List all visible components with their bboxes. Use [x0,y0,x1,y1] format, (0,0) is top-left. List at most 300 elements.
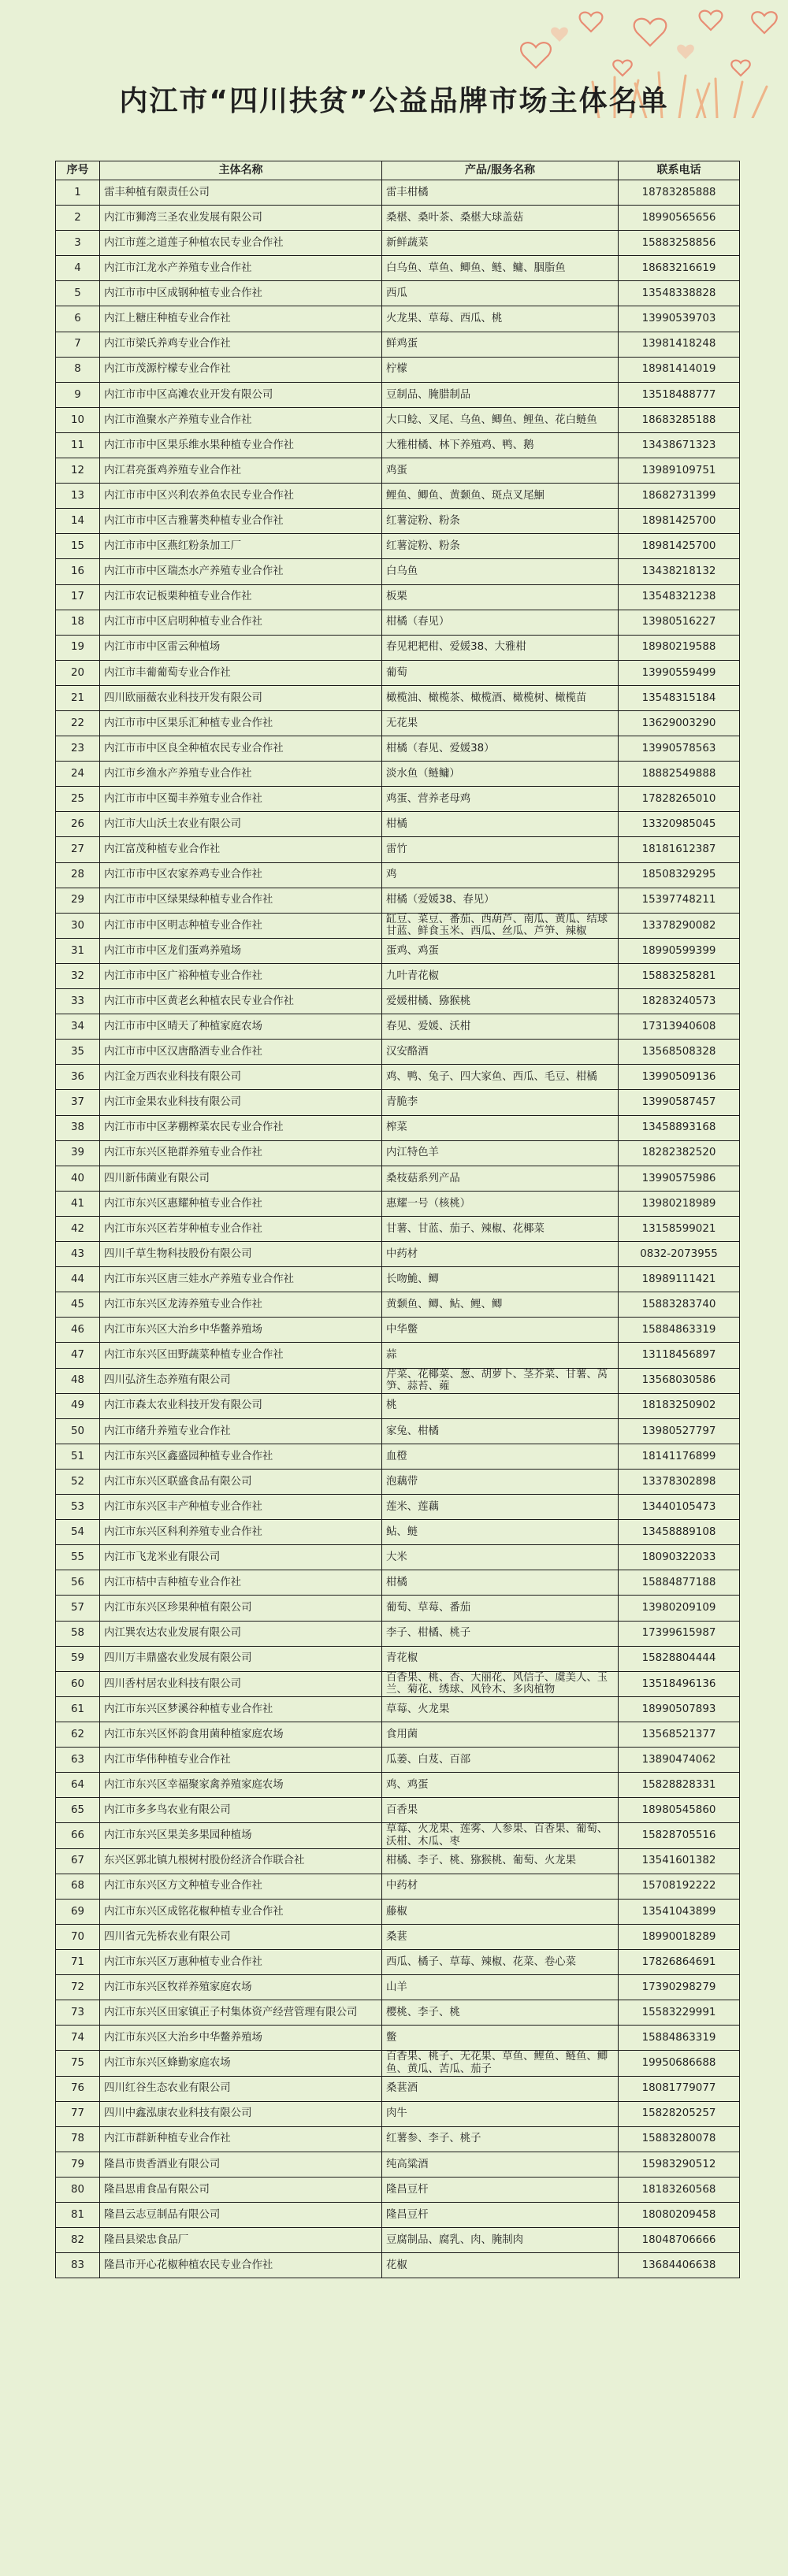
entity-name: 内江市狮湾三圣农业发展有限公司 [100,206,382,231]
table-row [56,1773,740,1798]
entity-name: 内江市东兴区田家镇正子村集体资产经营管理有限公司 [100,2000,382,2026]
contact-phone: 18981414019 [619,357,740,382]
table-row [56,2126,740,2152]
row-index: 10 [56,407,100,432]
table-row [56,281,740,306]
table-row [56,382,740,407]
row-index: 23 [56,736,100,762]
row-index: 82 [56,2228,100,2253]
table-row [56,584,740,610]
entity-name: 内江市东兴区牧祥养殖家庭农场 [100,1975,382,2000]
table-row [56,1343,740,1368]
table-row [56,1874,740,1899]
row-index: 39 [56,1140,100,1166]
table-row [56,458,740,484]
entity-name: 内江市金果农业科技有限公司 [100,1090,382,1115]
row-index: 19 [56,635,100,660]
product-name: 无花果 [382,710,619,736]
table-row [56,484,740,509]
entity-name: 内江富茂种植专业合作社 [100,837,382,862]
entity-name: 内江市多多鸟农业有限公司 [100,1798,382,1823]
contact-phone: 13990575986 [619,1166,740,1191]
row-index: 55 [56,1545,100,1570]
row-index: 79 [56,2152,100,2177]
row-index: 41 [56,1191,100,1216]
entity-name: 四川省元先桥农业有限公司 [100,1924,382,1949]
product-name: 鸡 [382,862,619,888]
product-name: 桑枝菇系列产品 [382,1166,619,1191]
entity-name: 雷丰种植有限责任公司 [100,180,382,206]
contact-phone: 18990018289 [619,1924,740,1949]
contact-phone: 19950686688 [619,2051,740,2076]
table-row [56,1696,740,1722]
product-name: 白乌鱼、草鱼、鲫鱼、鲢、鳙、胭脂鱼 [382,256,619,281]
contact-phone: 18682731399 [619,484,740,509]
entity-name: 四川香村居农业科技有限公司 [100,1671,382,1696]
table-row [56,1166,740,1191]
row-index: 48 [56,1368,100,1393]
row-index: 81 [56,2202,100,2227]
contact-phone: 18141176899 [619,1444,740,1469]
row-index: 28 [56,862,100,888]
product-name: 甘薯、甘蓝、茄子、辣椒、花椰菜 [382,1216,619,1241]
contact-phone: 15583229991 [619,2000,740,2026]
entity-name: 四川欧丽薇农业科技开发有限公司 [100,685,382,710]
row-index: 45 [56,1292,100,1318]
table-row [56,1924,740,1949]
entity-name: 内江市东兴区科利养殖专业合作社 [100,1520,382,1545]
product-name: 百香果 [382,1798,619,1823]
row-index: 58 [56,1621,100,1646]
table-row [56,1798,740,1823]
table-row [56,1444,740,1469]
table-row [56,1418,740,1444]
row-index: 75 [56,2051,100,2076]
row-index: 2 [56,206,100,231]
entity-name: 内江市市中区明志种植专业合作社 [100,913,382,938]
product-name: 青脆李 [382,1090,619,1115]
table-row [56,2253,740,2278]
table-row [56,1646,740,1671]
row-index: 1 [56,180,100,206]
entity-name: 内江市东兴区田野蔬菜种植专业合作社 [100,1343,382,1368]
contact-phone: 13980218989 [619,1191,740,1216]
contact-phone: 15397748211 [619,888,740,913]
row-index: 61 [56,1696,100,1722]
contact-phone: 13118456897 [619,1343,740,1368]
product-name: 蒜 [382,1343,619,1368]
product-name: 鳖 [382,2026,619,2051]
table-header-row [56,161,740,180]
table-row [56,1090,740,1115]
contact-phone: 15883280078 [619,2126,740,2152]
entity-name: 内江市江龙水产养殖专业合作社 [100,256,382,281]
product-name: 鸡、鸭、兔子、四大家鱼、西瓜、毛豆、柑橘 [382,1065,619,1090]
row-index: 77 [56,2101,100,2126]
product-name: 柑橘 [382,1570,619,1596]
contact-phone: 13890474062 [619,1748,740,1773]
contact-phone: 13541043899 [619,1899,740,1924]
product-name: 血橙 [382,1444,619,1469]
entity-name: 内江市市中区农家养鸡专业合作社 [100,862,382,888]
product-name: 红薯淀粉、粉条 [382,509,619,534]
entity-name: 内江市市中区黄老幺种植农民专业合作社 [100,989,382,1014]
contact-phone: 0832-2073955 [619,1242,740,1267]
product-name: 汉安酪酒 [382,1040,619,1065]
entity-name: 内江市东兴区万惠种植专业合作社 [100,1949,382,1974]
entity-name: 内江市市中区汉唐酪酒专业合作社 [100,1040,382,1065]
row-index: 17 [56,584,100,610]
product-name: 西瓜 [382,281,619,306]
table-row [56,1848,740,1874]
table-row [56,660,740,685]
table-row [56,2177,740,2202]
row-index: 59 [56,1646,100,1671]
contact-phone: 15884863319 [619,1318,740,1343]
product-name: 桑椹、桑叶茶、桑椹大球盖菇 [382,206,619,231]
row-index: 31 [56,938,100,963]
row-index: 72 [56,1975,100,2000]
entity-name: 四川新伟菌业有限公司 [100,1166,382,1191]
row-index: 46 [56,1318,100,1343]
row-index: 14 [56,509,100,534]
table-row [56,559,740,584]
table-row [56,736,740,762]
product-name: 草莓、火龙果、莲雾、人参果、百香果、葡萄、沃柑、木瓜、枣 [382,1823,619,1848]
contact-phone: 17399615987 [619,1621,740,1646]
table-row [56,1520,740,1545]
entity-name: 内江市东兴区珍果种植有限公司 [100,1596,382,1621]
table-row [56,635,740,660]
entity-name: 内江市桔中吉种植专业合作社 [100,1570,382,1596]
market-entity-table [55,161,740,2278]
contact-phone: 18783285888 [619,180,740,206]
product-name: 鲜鸡蛋 [382,332,619,357]
entity-name: 内江市乡渔水产养殖专业合作社 [100,762,382,787]
table-row [56,332,740,357]
contact-phone: 13629003290 [619,710,740,736]
row-index: 63 [56,1748,100,1773]
row-index: 38 [56,1115,100,1140]
product-name: 榨菜 [382,1115,619,1140]
entity-name: 内江市市中区蜀丰养殖专业合作社 [100,787,382,812]
entity-name: 内江市莲之道莲子种植农民专业合作社 [100,231,382,256]
contact-phone: 13568521377 [619,1722,740,1748]
table-row [56,1242,740,1267]
entity-name: 隆昌市开心花椒种植农民专业合作社 [100,2253,382,2278]
table-row [56,610,740,635]
table-row [56,787,740,812]
table-row [56,1267,740,1292]
row-index: 73 [56,2000,100,2026]
entity-name: 内江市东兴区艳群养殖专业合作社 [100,1140,382,1166]
table-row [56,231,740,256]
header-product: 产品/服务名称 [382,161,619,180]
product-name: 桃 [382,1393,619,1418]
row-index: 36 [56,1065,100,1090]
product-name: 春见耙耙柑、爱媛38、大雅柑 [382,635,619,660]
table-row [56,2000,740,2026]
table-row [56,1570,740,1596]
contact-phone: 15708192222 [619,1874,740,1899]
row-index: 71 [56,1949,100,1974]
contact-phone: 18183260568 [619,2177,740,2202]
row-index: 30 [56,913,100,938]
contact-phone: 15828205257 [619,2101,740,2126]
contact-phone: 13548338828 [619,281,740,306]
header-index: 序号 [56,161,100,180]
row-index: 67 [56,1848,100,1874]
entity-name: 内江市森太农业科技开发有限公司 [100,1393,382,1418]
contact-phone: 17828265010 [619,787,740,812]
table-row [56,1040,740,1065]
row-index: 6 [56,306,100,332]
entity-name: 内江市市中区良全种植农民专业合作社 [100,736,382,762]
contact-phone: 13438218132 [619,559,740,584]
table-row [56,306,740,332]
entity-name: 隆昌市贵香酒业有限公司 [100,2152,382,2177]
row-index: 44 [56,1267,100,1292]
product-name: 葡萄、草莓、番茄 [382,1596,619,1621]
row-index: 20 [56,660,100,685]
entity-name: 内江市东兴区惠耀种植专业合作社 [100,1191,382,1216]
table-row [56,2202,740,2227]
contact-phone: 13158599021 [619,1216,740,1241]
table-row [56,1748,740,1773]
entity-name: 内江市东兴区大治乡中华鳖养殖场 [100,1318,382,1343]
table-row [56,2101,740,2126]
row-index: 60 [56,1671,100,1696]
contact-phone: 18090322033 [619,1545,740,1570]
table-row [56,1191,740,1216]
contact-phone: 13990509136 [619,1065,740,1090]
contact-phone: 13438671323 [619,432,740,458]
row-index: 76 [56,2076,100,2101]
product-name: 食用菌 [382,1722,619,1748]
entity-name: 内江市市中区果乐维水果种植专业合作社 [100,432,382,458]
product-name: 桑葚 [382,1924,619,1949]
contact-phone: 13980516227 [619,610,740,635]
product-name: 豆制品、腌腊制品 [382,382,619,407]
contact-phone: 13548315184 [619,685,740,710]
entity-name: 内江市东兴区蜂勤家庭农场 [100,2051,382,2076]
row-index: 51 [56,1444,100,1469]
row-index: 37 [56,1090,100,1115]
product-name: 蛋鸡、鸡蛋 [382,938,619,963]
product-name: 雷竹 [382,837,619,862]
entity-name: 内江市东兴区联盛食品有限公司 [100,1469,382,1494]
contact-phone: 15883258856 [619,231,740,256]
product-name: 青花椒 [382,1646,619,1671]
product-name: 瓜蒌、白芨、百部 [382,1748,619,1773]
entity-name: 内江市丰葡葡萄专业合作社 [100,660,382,685]
entity-name: 四川千草生物科技股份有限公司 [100,1242,382,1267]
entity-name: 内江市市中区广裕种植专业合作社 [100,964,382,989]
row-index: 78 [56,2126,100,2152]
contact-phone: 17826864691 [619,1949,740,1974]
product-name: 隆昌豆杆 [382,2202,619,2227]
table-row [56,888,740,913]
contact-phone: 13378302898 [619,1469,740,1494]
product-name: 春见、爱媛、沃柑 [382,1014,619,1040]
product-name: 藤椒 [382,1899,619,1924]
entity-name: 内江上糖庄种植专业合作社 [100,306,382,332]
product-name: 橄榄油、橄榄茶、橄榄酒、橄榄树、橄榄苗 [382,685,619,710]
product-name: 中华鳖 [382,1318,619,1343]
row-index: 83 [56,2253,100,2278]
contact-phone: 15983290512 [619,2152,740,2177]
product-name: 花椒 [382,2253,619,2278]
entity-name: 四川弘济生态养殖有限公司 [100,1368,382,1393]
row-index: 18 [56,610,100,635]
table-row [56,1596,740,1621]
entity-name: 内江市梁氏养鸡专业合作社 [100,332,382,357]
table-row [56,180,740,206]
product-name: 淡水鱼（鲢鳙） [382,762,619,787]
product-name: 中药材 [382,1242,619,1267]
contact-phone: 18048706666 [619,2228,740,2253]
row-index: 62 [56,1722,100,1748]
entity-name: 内江市绪升养殖专业合作社 [100,1418,382,1444]
contact-phone: 18508329295 [619,862,740,888]
row-index: 8 [56,357,100,382]
product-name: 新鲜蔬菜 [382,231,619,256]
entity-name: 内江市东兴区丰产种植专业合作社 [100,1495,382,1520]
contact-phone: 13568508328 [619,1040,740,1065]
contact-phone: 18981425700 [619,509,740,534]
entity-name: 内江市市中区果乐汇种植专业合作社 [100,710,382,736]
product-name: 肉牛 [382,2101,619,2126]
contact-phone: 17390298279 [619,1975,740,2000]
contact-phone: 15883283740 [619,1292,740,1318]
contact-phone: 13981418248 [619,332,740,357]
row-index: 25 [56,787,100,812]
table-row [56,1393,740,1418]
contact-phone: 18181612387 [619,837,740,862]
row-index: 4 [56,256,100,281]
entity-name: 内江巽农达农业发展有限公司 [100,1621,382,1646]
header-phone: 联系电话 [619,161,740,180]
product-name: 家兔、柑橘 [382,1418,619,1444]
product-name: 柑橘（春见、爱媛38） [382,736,619,762]
row-index: 43 [56,1242,100,1267]
table-row [56,710,740,736]
table-row [56,812,740,837]
product-name: 草莓、火龙果 [382,1696,619,1722]
table-row [56,685,740,710]
entity-name: 内江市华伟种植专业合作社 [100,1748,382,1773]
product-name: 柑橘（爱媛38、春见） [382,888,619,913]
entity-name: 内江市东兴区怀韵食用菌种植家庭农场 [100,1722,382,1748]
row-index: 49 [56,1393,100,1418]
contact-phone: 13458889108 [619,1520,740,1545]
product-name: 红薯淀粉、粉条 [382,534,619,559]
contact-phone: 18990507893 [619,1696,740,1722]
entity-name: 内江市茂源柠檬专业合作社 [100,357,382,382]
row-index: 53 [56,1495,100,1520]
table-row [56,837,740,862]
row-index: 29 [56,888,100,913]
contact-phone: 13548321238 [619,584,740,610]
table-row [56,1318,740,1343]
row-index: 3 [56,231,100,256]
product-name: 泡藕带 [382,1469,619,1494]
product-name: 红薯参、李子、桃子 [382,2126,619,2152]
product-name: 鸡蛋、营养老母鸡 [382,787,619,812]
contact-phone: 18990599399 [619,938,740,963]
entity-name: 内江市东兴区唐三娃水产养殖专业合作社 [100,1267,382,1292]
row-index: 47 [56,1343,100,1368]
product-name: 大雅柑橘、林下养殖鸡、鸭、鹅 [382,432,619,458]
row-index: 74 [56,2026,100,2051]
entity-name: 内江市市中区绿果绿种植专业合作社 [100,888,382,913]
row-index: 16 [56,559,100,584]
row-index: 64 [56,1773,100,1798]
table-row [56,357,740,382]
contact-phone: 13990559499 [619,660,740,685]
contact-phone: 13440105473 [619,1495,740,1520]
row-index: 56 [56,1570,100,1596]
product-name: 惠耀一号（核桃） [382,1191,619,1216]
table-row [56,1949,740,1974]
row-index: 11 [56,432,100,458]
table-row [56,1975,740,2000]
product-name: 百香果、桃、杏、大丽花、风信子、虞美人、玉兰、菊花、绣球、风铃木、多肉植物 [382,1671,619,1696]
row-index: 70 [56,1924,100,1949]
table-row [56,2051,740,2076]
table-row [56,913,740,938]
row-index: 27 [56,837,100,862]
contact-phone: 18980545860 [619,1798,740,1823]
row-index: 9 [56,382,100,407]
contact-phone: 15828804444 [619,1646,740,1671]
entity-name: 内江市东兴区梦溪谷种植专业合作社 [100,1696,382,1722]
entity-name: 内江市市中区启明种植专业合作社 [100,610,382,635]
contact-phone: 18283240573 [619,989,740,1014]
contact-phone: 13990587457 [619,1090,740,1115]
product-name: 柠檬 [382,357,619,382]
product-name: 鲤鱼、鲫鱼、黄颡鱼、斑点叉尾鮰 [382,484,619,509]
row-index: 22 [56,710,100,736]
table-row [56,2152,740,2177]
table-body [56,180,740,2278]
row-index: 12 [56,458,100,484]
contact-phone: 13541601382 [619,1848,740,1874]
entity-name: 内江市东兴区成铭花椒种植专业合作社 [100,1899,382,1924]
product-name: 纯高粱酒 [382,2152,619,2177]
contact-phone: 18081779077 [619,2076,740,2101]
contact-phone: 15884863319 [619,2026,740,2051]
row-index: 7 [56,332,100,357]
table-row [56,762,740,787]
contact-phone: 18980219588 [619,635,740,660]
product-name: 芹菜、花椰菜、葱、胡萝卜、茎芥菜、甘薯、莴笋、蒜苔、蕹 [382,1368,619,1393]
row-index: 21 [56,685,100,710]
table-row [56,432,740,458]
contact-phone: 13684406638 [619,2253,740,2278]
contact-phone: 18683285188 [619,407,740,432]
table-row [56,534,740,559]
table-row [56,862,740,888]
contact-phone: 18683216619 [619,256,740,281]
table-row [56,1216,740,1241]
entity-name: 内江市东兴区鑫盛园种植专业合作社 [100,1444,382,1469]
table-row [56,1140,740,1166]
contact-phone: 13320985045 [619,812,740,837]
entity-name: 内江市飞龙米业有限公司 [100,1545,382,1570]
entity-name: 四川万丰鼎盛农业发展有限公司 [100,1646,382,1671]
entity-name: 四川红谷生态农业有限公司 [100,2076,382,2101]
